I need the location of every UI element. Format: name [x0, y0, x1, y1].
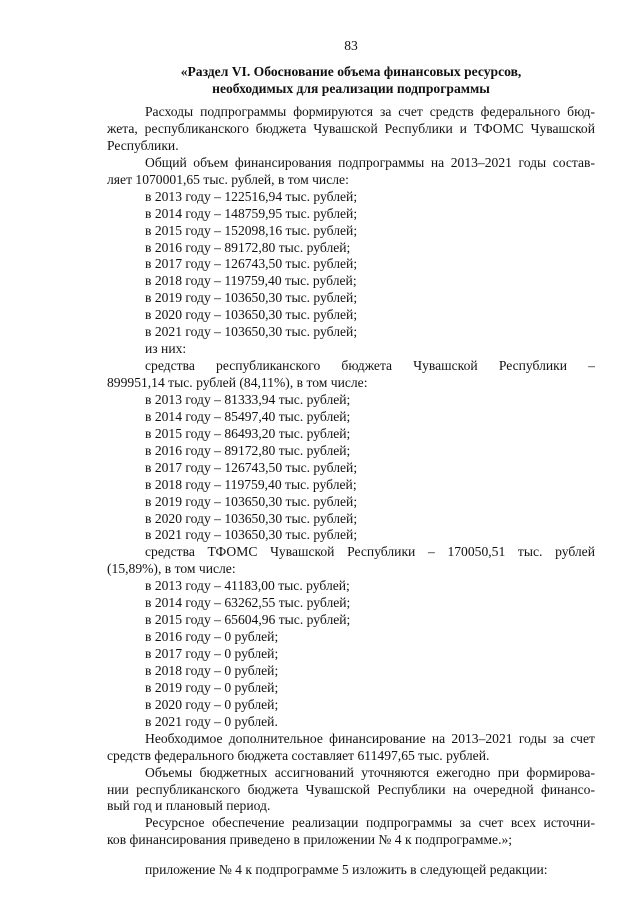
text-line: Ресурсное обеспечение реализации подпрограммы за счет всех источни-	[145, 815, 595, 831]
year-line: в 2020 году – 0 рублей;	[145, 696, 279, 712]
republic-paragraph	[107, 358, 595, 544]
year-line: в 2018 году – 0 рублей;	[145, 662, 279, 678]
text-line: нии республиканского бюджета Чувашской Республики на очередной финансо-	[107, 781, 595, 797]
year-line: в 2020 году – 103650,30 тыс. рублей;	[145, 307, 358, 323]
year-line: в 2013 году – 81333,94 тыс. рублей;	[145, 391, 351, 407]
year-line: в 2014 году – 85497,40 тыс. рублей;	[145, 408, 351, 424]
text-line: вый год и плановый период.	[107, 798, 271, 814]
heading-line: «Раздел VI. Обоснование объема финансовых ресурсов,	[180, 64, 522, 79]
year-line: в 2016 году – 89172,80 тыс. рублей;	[145, 239, 351, 255]
text-line: Необходимое дополнительное финансирование на 2013–2021 годы за счет	[145, 730, 595, 746]
year-line: в 2015 году – 65604,96 тыс. рублей;	[145, 612, 351, 628]
text-line: Расходы подпрограммы формируются за счет средств федерального бюд-	[145, 104, 595, 119]
text-line: Общий объем финансирования подпрограммы на 2013–2021 годы состав-	[145, 154, 595, 170]
text-line: Республики.	[107, 137, 179, 153]
year-line: в 2017 году – 126743,50 тыс. рублей;	[145, 459, 358, 475]
year-line: в 2018 году – 119759,40 тыс. рублей;	[145, 476, 357, 492]
page-number: 83	[344, 38, 358, 53]
year-line: в 2013 году – 41183,00 тыс. рублей;	[145, 578, 350, 594]
paragraph-gap	[107, 849, 595, 862]
year-line: в 2021 году – 0 рублей.	[145, 713, 278, 729]
year-line: в 2013 году – 122516,94 тыс. рублей;	[145, 188, 358, 204]
text-line: 899951,14 тыс. рублей (84,11%), в том числе:	[107, 375, 368, 390]
year-line: в 2021 году – 103650,30 тыс. рублей;	[145, 527, 358, 543]
year-line: в 2019 году – 0 рублей;	[145, 679, 279, 695]
appendix-line: приложение № 4 к подпрограмме 5 изложить в следующей редакции:	[145, 862, 548, 878]
year-line: в 2020 году – 103650,30 тыс. рублей;	[145, 510, 358, 526]
year-line: в 2019 году – 103650,30 тыс. рублей;	[145, 493, 358, 509]
text-line: Объемы бюджетных ассигнований уточняются ежегодно при формирова-	[145, 764, 595, 780]
text-line: из них:	[145, 341, 187, 357]
document-body	[107, 104, 595, 879]
section-heading	[107, 63, 595, 97]
year-line: в 2019 году – 103650,30 тыс. рублей;	[145, 290, 358, 306]
text-line: ков финансирования приведено в приложении № 4 к подпрограмме.»;	[107, 832, 513, 848]
year-line: в 2018 году – 119759,40 тыс. рублей;	[145, 273, 357, 289]
heading-line: необходимых для реализации подпрограммы	[212, 81, 490, 96]
year-line: в 2016 году – 0 рублей;	[145, 629, 279, 645]
total-paragraph	[107, 155, 595, 358]
year-line: в 2021 году – 103650,30 тыс. рублей;	[145, 324, 358, 340]
volumes-paragraph	[107, 765, 595, 816]
additional-paragraph	[107, 731, 595, 765]
text-line: жета, республиканского бюджета Чувашской Республики и ТФОМС Чувашской	[107, 120, 595, 136]
text-line: средства республиканского бюджета Чувашской Республики –	[145, 358, 595, 374]
text-line: ляет 1070001,65 тыс. рублей, в том числе:	[107, 171, 349, 187]
text-line: средства ТФОМС Чувашской Республики – 170050,51 тыс. рублей	[145, 544, 595, 560]
year-line: в 2017 году – 126743,50 тыс. рублей;	[145, 256, 358, 272]
year-line: в 2017 году – 0 рублей;	[145, 646, 279, 661]
text-line: средств федерального бюджета составляет 611497,65 тыс. рублей.	[107, 747, 490, 763]
text-line: (15,89%), в том числе:	[107, 561, 236, 577]
year-line: в 2015 году – 86493,20 тыс. рублей;	[145, 425, 351, 441]
year-line: в 2015 году – 152098,16 тыс. рублей;	[145, 222, 358, 238]
intro-paragraph	[107, 104, 595, 155]
tfoms-paragraph	[107, 544, 595, 730]
resource-paragraph	[107, 815, 595, 849]
year-line: в 2016 году – 89172,80 тыс. рублей;	[145, 442, 351, 458]
year-line: в 2014 году – 148759,95 тыс. рублей;	[145, 205, 358, 221]
year-line: в 2014 году – 63262,55 тыс. рублей;	[145, 595, 351, 611]
